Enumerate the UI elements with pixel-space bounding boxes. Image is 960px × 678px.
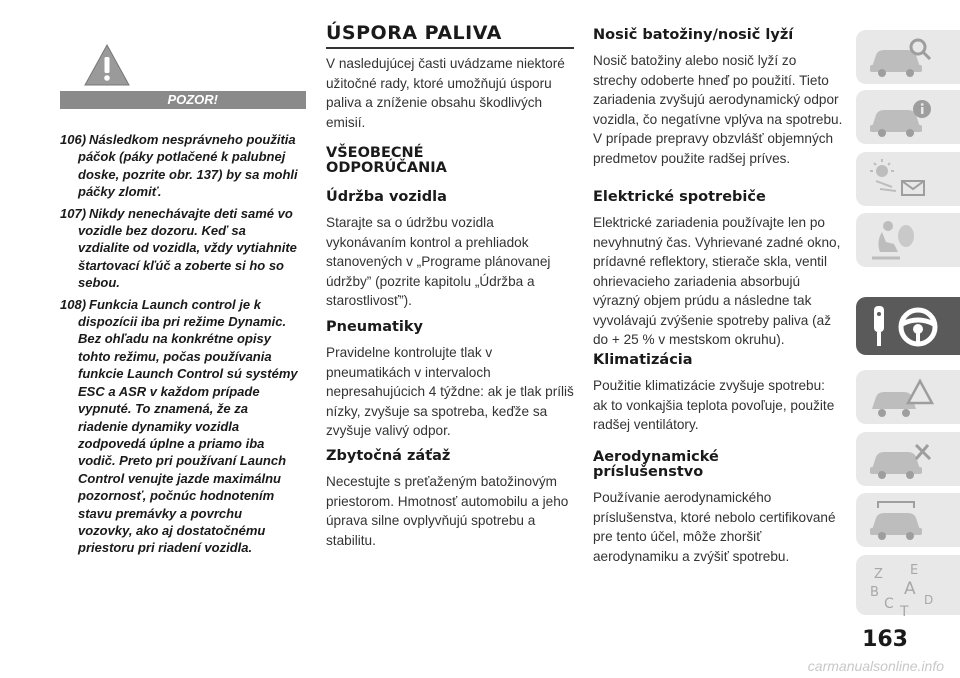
svg-text:C: C	[884, 596, 894, 612]
section-heading: Elektrické spotrebiče	[593, 189, 766, 205]
section-heading: Nosič batožiny/nosič lyží	[593, 27, 794, 43]
warning-note: 106) Následkom nesprávneho použitia páčok (páky potlačené k palubnej doske, pozrite obr. 137) by sa mohli páčky zlomiť.	[60, 132, 298, 200]
general-heading: VŠEOBECNÉ ODPORÚČANIA	[326, 145, 447, 176]
svg-text:B: B	[870, 585, 879, 600]
tab-starting-driving[interactable]	[856, 297, 960, 355]
section-text: Necestujte s preťaženým batožinovým priestorom. Hmotnosť automobilu a jeho úprava silne ovplyvňujú spotrebu a stabilitu.	[326, 474, 569, 548]
key-steering-wheel-icon	[866, 302, 946, 352]
watermark: carmanualsonline.info	[807, 658, 944, 674]
svg-text:T: T	[900, 604, 909, 618]
aero-section	[593, 450, 843, 566]
svg-text:Z: Z	[874, 567, 883, 582]
car-info-icon	[866, 95, 936, 139]
index-letters-icon	[866, 560, 946, 618]
tab-dashboard-lights[interactable]	[856, 152, 960, 206]
tab-maintenance[interactable]	[856, 432, 960, 486]
svg-text:A: A	[904, 579, 916, 599]
section-text: Pravidelne kontrolujte tlak v pneumatikách v intervaloch nepresahujúcich 4 týždne: ak je tlak príliš nízky, zvyšuje sa spotreba, keďže sa zvyšuje valivý odpor.	[326, 345, 574, 438]
section-text: Použitie klimatizácie zvyšuje spotrebu: ak to vonkajšia teplota povoľuje, použite radšej ventilátory.	[593, 378, 835, 432]
warning-icon	[82, 42, 132, 88]
airbag-seat-icon	[866, 218, 936, 262]
section-heading: Klimatizácia	[593, 352, 693, 368]
section-heading: Pneumatiky	[326, 319, 423, 335]
tab-car-search[interactable]	[856, 30, 960, 84]
tyres-section	[326, 320, 574, 441]
warning-note: 108) Funkcia Launch control je k dispozícii iba pri režime Dynamic. Bez ohľadu na konkrétne opisy tohto režimu, počas používania funkcie Launch Control sú systémy ESC a ASR v každom prípade vypnuté. To znamená, že za riadenie dynamiky vozidla zodpovedá úplne a priamo iba vodič. Preto pri používaní Launch Control venujte jazde maximálnu pozornosť, počnúc hodnotením stavu premávky a povrchu vozovky, ako aj dostatočnému priestoru pri riadení vozidla.	[60, 296, 298, 556]
section-text: Starajte sa o údržbu vozidla vykonávaním kontrol a prehliadok stanovených v „Programe plánovanej údržby” (pozrite kapitolu „Údržba a starostlivosť”).	[326, 215, 551, 308]
dashboard-lights-icon	[866, 157, 936, 201]
climate-section	[593, 353, 843, 435]
maintenance-section	[326, 190, 574, 311]
electrical-section	[593, 190, 843, 350]
section-heading: Údržba vozidla	[326, 189, 447, 205]
car-tools-icon	[866, 437, 936, 481]
tab-index[interactable]	[856, 555, 960, 618]
page-title: ÚSPORA PALIVA	[326, 22, 574, 49]
tab-car-info[interactable]	[856, 90, 960, 144]
section-heading: Aerodynamické príslušenstvo	[593, 449, 719, 480]
section-text: Nosič batožiny alebo nosič lyží zo strechy odoberte hneď po použití. Tieto zariadenia zvyšujú aerodynamický odpor vozidla, čo negatívne vplýva na spotrebu. V prípade prepravy obzvlášť objemných predmetov použite radšej príves.	[593, 53, 843, 166]
car-specs-icon	[866, 498, 936, 542]
tab-technical-specs[interactable]	[856, 493, 960, 547]
load-section	[326, 449, 574, 550]
svg-text:E: E	[910, 563, 919, 578]
roof-rack-section	[593, 28, 843, 168]
warning-note: 107) Nikdy nenechávajte deti samé vo vozidle bez dozoru. Keď sa vzdialite od vozidla, vždy vytiahnite štartovací kľúč a zoberte si ho so sebou.	[60, 205, 297, 291]
warning-triangle-car-icon	[866, 375, 936, 419]
intro-section	[326, 54, 574, 132]
section-text: Používanie aerodynamického príslušenstva, ktoré nebolo certifikované pre tento účel, môže zhoršiť aerodynamiku a zvýšiť spotrebu.	[593, 490, 836, 564]
warning-banner: POZOR!	[60, 91, 306, 109]
svg-text:D: D	[924, 593, 934, 607]
warning-notes	[60, 131, 298, 561]
tab-emergency[interactable]	[856, 370, 960, 424]
section-text: Elektrické zariadenia používajte len po nevyhnutný čas. Vyhrievané zadné okno, prídavné reflektory, stierače skla, ventil ohrievacieho zariadenia absorbujú výrazný objem prúdu a následne tak vyvolávajú zvýšenie spotreby paliva (až do + 25 % v mestskom okruhu).	[593, 215, 841, 347]
tab-airbag-seat[interactable]	[856, 213, 960, 267]
car-search-icon	[866, 35, 936, 79]
section-heading: Zbytočná záťaž	[326, 448, 451, 464]
chapter-tabs	[856, 0, 960, 678]
page-number: 163	[862, 627, 908, 652]
general-heading-section	[326, 146, 574, 176]
intro-text: V nasledujúcej časti uvádzame niektoré užitočné rady, ktoré umožňujú úsporu paliva a zníženie obsahu škodlivých emisií.	[326, 56, 565, 130]
